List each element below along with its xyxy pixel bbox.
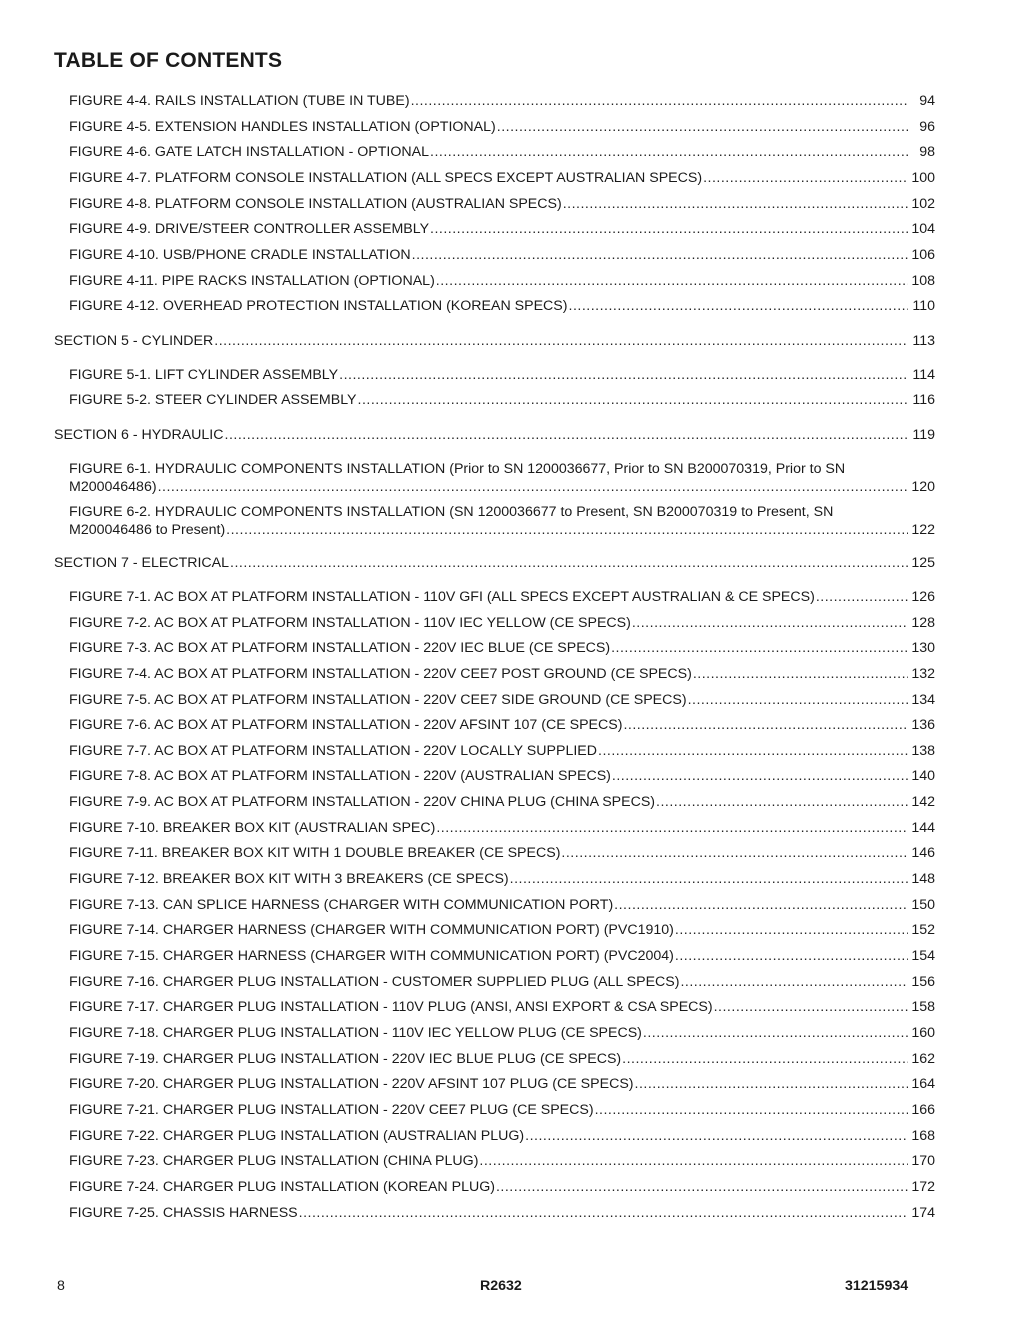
toc-entry-title: FIGURE 5-1. LIFT CYLINDER ASSEMBLY [69, 367, 339, 383]
toc-figure-entry[interactable] [69, 92, 935, 110]
toc-entry-page: 160 [911, 1025, 935, 1041]
toc-entry-page: 125 [911, 555, 935, 571]
toc-figure-entry[interactable] [69, 1127, 935, 1145]
page-title: TABLE OF CONTENTS [54, 49, 283, 72]
toc-entry-page: 122 [911, 522, 935, 538]
toc-figure-entry[interactable] [69, 870, 935, 888]
toc-entry-page: 138 [911, 743, 935, 759]
toc-entry-page: 100 [911, 170, 935, 186]
dot-leader [656, 793, 908, 811]
toc-entry-page: 113 [912, 333, 935, 349]
dot-leader [436, 819, 908, 837]
toc-figure-entry[interactable] [69, 665, 935, 683]
toc-entry-title: FIGURE 7-18. CHARGER PLUG INSTALLATION - 110V IEC YELLOW PLUG (CE SPECS) [69, 1025, 642, 1041]
toc-entry-page: 106 [911, 247, 935, 263]
toc-figure-entry[interactable] [69, 118, 935, 136]
dot-leader [479, 1152, 908, 1170]
toc-entry-title: FIGURE 4-10. USB/PHONE CRADLE INSTALLATION [69, 247, 411, 263]
toc-entry-title: FIGURE 7-12. BREAKER BOX KIT WITH 3 BREAKERS (CE SPECS) [69, 871, 509, 887]
dot-leader [436, 272, 908, 290]
toc-entry-title: FIGURE 7-17. CHARGER PLUG INSTALLATION - 110V PLUG (ANSI, ANSI EXPORT & CSA SPECS) [69, 999, 713, 1015]
toc-entry-title: FIGURE 4-4. RAILS INSTALLATION (TUBE IN TUBE) [69, 93, 410, 109]
dot-leader [525, 1127, 908, 1145]
toc-entry-page: 162 [911, 1051, 935, 1067]
toc-entry-title: FIGURE 4-9. DRIVE/STEER CONTROLLER ASSEMBLY [69, 221, 430, 237]
footer-doc-number: 31215934 [845, 1278, 909, 1294]
toc-entry-page: 96 [919, 119, 935, 135]
toc-entry-page: 116 [912, 392, 935, 408]
toc-entry-title: FIGURE 7-1. AC BOX AT PLATFORM INSTALLATION - 110V GFI (ALL SPECS EXCEPT AUSTRALIAN & CE SPECS) [69, 589, 815, 605]
toc-entry-page: 170 [911, 1153, 935, 1169]
toc-entry-title: FIGURE 5-2. STEER CYLINDER ASSEMBLY [69, 392, 357, 408]
toc-entry-title: FIGURE 7-19. CHARGER PLUG INSTALLATION - 220V IEC BLUE PLUG (CE SPECS) [69, 1051, 622, 1067]
dot-leader [510, 870, 908, 888]
toc-figure-entry[interactable] [69, 1075, 935, 1093]
dot-leader [612, 767, 908, 785]
toc-entry-title: FIGURE 7-9. AC BOX AT PLATFORM INSTALLATION - 220V CHINA PLUG (CHINA SPECS) [69, 794, 656, 810]
toc-entry-page: 168 [911, 1128, 935, 1144]
toc-entry-title: FIGURE 7-22. CHARGER PLUG INSTALLATION (AUSTRALIAN PLUG) [69, 1128, 525, 1144]
dot-leader [226, 521, 908, 539]
toc-entry-title: FIGURE 7-5. AC BOX AT PLATFORM INSTALLATION - 220V CEE7 SIDE GROUND (CE SPECS) [69, 692, 687, 708]
toc-entry-title: SECTION 6 - HYDRAULIC [54, 427, 224, 443]
dot-leader [693, 665, 908, 683]
toc-entry-page: 152 [911, 922, 935, 938]
toc-entry-title: FIGURE 7-21. CHARGER PLUG INSTALLATION - 220V CEE7 PLUG (CE SPECS) [69, 1102, 594, 1118]
toc-entry-title: FIGURE 4-11. PIPE RACKS INSTALLATION (OPTIONAL) [69, 273, 435, 289]
toc-entry-title: FIGURE 7-6. AC BOX AT PLATFORM INSTALLATION - 220V AFSINT 107 (CE SPECS) [69, 717, 623, 733]
dot-leader [158, 478, 908, 496]
dot-leader [622, 1050, 908, 1068]
toc-figure-entry[interactable] [69, 716, 935, 734]
toc-entry-title: FIGURE 7-11. BREAKER BOX KIT WITH 1 DOUBLE BREAKER (CE SPECS) [69, 845, 561, 861]
dot-leader [623, 716, 908, 734]
toc-entry-page: 98 [919, 144, 935, 160]
toc-entry-page: 144 [911, 820, 935, 836]
toc-entry-title: FIGURE 4-8. PLATFORM CONSOLE INSTALLATION (AUSTRALIAN SPECS) [69, 196, 562, 212]
dot-leader [411, 92, 908, 110]
toc-entry-page: 136 [911, 717, 935, 733]
toc-section-entry[interactable] [54, 332, 935, 350]
toc-figure-entry[interactable] [69, 1152, 935, 1170]
toc-figure-entry[interactable] [69, 1204, 935, 1222]
toc-entry-title: FIGURE 7-4. AC BOX AT PLATFORM INSTALLATION - 220V CEE7 POST GROUND (CE SPECS) [69, 666, 692, 682]
dot-leader [496, 1178, 908, 1196]
toc-entry-page: 104 [911, 221, 935, 237]
dot-leader [561, 844, 908, 862]
toc-figure-entry[interactable] [69, 767, 935, 785]
toc-entry-title: FIGURE 4-7. PLATFORM CONSOLE INSTALLATION (ALL SPECS EXCEPT AUSTRALIAN SPECS) [69, 170, 703, 186]
toc-figure-entry[interactable] [69, 246, 935, 264]
dot-leader [675, 921, 908, 939]
toc-figure-entry[interactable] [69, 1050, 935, 1068]
toc-entry-title: FIGURE 7-13. CAN SPLICE HARNESS (CHARGER WITH COMMUNICATION PORT) [69, 897, 614, 913]
toc-entry-title: FIGURE 4-5. EXTENSION HANDLES INSTALLATION (OPTIONAL) [69, 119, 496, 135]
toc-entry-page: 120 [911, 479, 935, 495]
footer-model: R2632 [480, 1278, 522, 1294]
toc-entry-page: 166 [911, 1102, 935, 1118]
dot-leader [632, 614, 908, 632]
toc-section-entry[interactable] [54, 426, 935, 444]
toc-figure-entry[interactable] [69, 143, 935, 161]
toc-figure-entry[interactable] [69, 639, 935, 657]
dot-leader [643, 1024, 908, 1042]
toc-entry-page: 114 [912, 367, 935, 383]
toc-figure-entry[interactable] [69, 921, 935, 939]
toc-entry-page: 158 [911, 999, 935, 1015]
toc-entry-page: 126 [911, 589, 935, 605]
toc-figure-entry[interactable] [69, 973, 935, 991]
dot-leader [703, 169, 908, 187]
toc-figure-entry[interactable] [69, 297, 935, 315]
dot-leader [611, 639, 908, 657]
toc-figure-entry[interactable] [69, 503, 935, 539]
toc-entry-page: 150 [911, 897, 935, 913]
toc-figure-entry[interactable] [69, 742, 935, 760]
toc-figure-entry[interactable] [69, 819, 935, 837]
toc-entry-page: 102 [911, 196, 935, 212]
toc-entry-title-continued: M200046486 to Present) [69, 522, 226, 538]
dot-leader [214, 332, 908, 350]
toc-figure-entry[interactable] [69, 896, 935, 914]
toc-entry-title: FIGURE 7-15. CHARGER HARNESS (CHARGER WITH COMMUNICATION PORT) (PVC2004) [69, 948, 674, 964]
dot-leader [563, 195, 908, 213]
toc-entry-title: FIGURE 7-10. BREAKER BOX KIT (AUSTRALIAN SPEC) [69, 820, 436, 836]
toc-entry-title: FIGURE 7-2. AC BOX AT PLATFORM INSTALLATION - 110V IEC YELLOW (CE SPECS) [69, 615, 631, 631]
dot-leader [339, 366, 908, 384]
toc-entry-title: FIGURE 7-25. CHASSIS HARNESS [69, 1205, 298, 1221]
toc-entry-page: 164 [911, 1076, 935, 1092]
dot-leader [675, 947, 908, 965]
toc-entry-page: 146 [911, 845, 935, 861]
toc-entry-page: 140 [911, 768, 935, 784]
toc-entry-title: FIGURE 6-2. HYDRAULIC COMPONENTS INSTALLATION (SN 1200036677 to Present, SN B200070319 to Present, SN [69, 504, 834, 520]
toc-entry-page: 148 [911, 871, 935, 887]
dot-leader [714, 998, 908, 1016]
toc-figure-entry[interactable] [69, 947, 935, 965]
dot-leader [680, 973, 908, 991]
toc-figure-entry[interactable] [69, 998, 935, 1016]
toc-entry-title: FIGURE 4-12. OVERHEAD PROTECTION INSTALLATION (KOREAN SPECS) [69, 298, 568, 314]
toc-entry-page: 172 [911, 1179, 935, 1195]
toc-entry-title: SECTION 5 - CYLINDER [54, 333, 214, 349]
toc-entry-page: 119 [912, 427, 935, 443]
toc-entry-page: 94 [919, 93, 935, 109]
toc-figure-entry[interactable] [69, 691, 935, 709]
toc-entry-title: FIGURE 7-7. AC BOX AT PLATFORM INSTALLATION - 220V LOCALLY SUPPLIED [69, 743, 597, 759]
footer-page-number: 8 [57, 1278, 65, 1294]
toc-figure-entry[interactable] [69, 366, 935, 384]
toc-figure-entry[interactable] [69, 844, 935, 862]
toc-entry-page: 128 [911, 615, 935, 631]
dot-leader [816, 588, 908, 606]
toc-entry-page: 142 [911, 794, 935, 810]
toc-figure-entry[interactable] [69, 391, 935, 409]
toc-figure-entry[interactable] [69, 614, 935, 632]
dot-leader [230, 554, 908, 572]
toc-section-entry[interactable] [54, 554, 935, 572]
toc-figure-entry[interactable] [69, 272, 935, 290]
dot-leader [497, 118, 908, 136]
toc-entry-page: 110 [912, 298, 935, 314]
dot-leader [430, 143, 908, 161]
dot-leader [635, 1075, 908, 1093]
toc-entry-title: FIGURE 7-3. AC BOX AT PLATFORM INSTALLATION - 220V IEC BLUE (CE SPECS) [69, 640, 611, 656]
toc-entry-title: FIGURE 7-24. CHARGER PLUG INSTALLATION (KOREAN PLUG) [69, 1179, 495, 1195]
toc-entry-title: SECTION 7 - ELECTRICAL [54, 555, 230, 571]
dot-leader [598, 742, 908, 760]
toc-figure-entry[interactable] [69, 588, 935, 606]
toc-figure-entry[interactable] [69, 1178, 935, 1196]
dot-leader [299, 1204, 908, 1222]
toc-entry-page: 130 [911, 640, 935, 656]
dot-leader [358, 391, 908, 409]
toc-figure-entry[interactable] [69, 220, 935, 238]
toc-entry-page: 108 [911, 273, 935, 289]
toc-entry-title: FIGURE 7-20. CHARGER PLUG INSTALLATION - 220V AFSINT 107 PLUG (CE SPECS) [69, 1076, 634, 1092]
toc-figure-entry[interactable] [69, 195, 935, 213]
toc-figure-entry[interactable] [69, 169, 935, 187]
toc-figure-entry[interactable] [69, 460, 935, 496]
toc-entry-page: 156 [911, 974, 935, 990]
toc-entry-page: 174 [911, 1205, 935, 1221]
toc-entry-title: FIGURE 4-6. GATE LATCH INSTALLATION - OPTIONAL [69, 144, 429, 160]
dot-leader [225, 426, 909, 444]
toc-figure-entry[interactable] [69, 1024, 935, 1042]
dot-leader [569, 297, 909, 315]
toc-entry-title: FIGURE 7-14. CHARGER HARNESS (CHARGER WITH COMMUNICATION PORT) (PVC1910) [69, 922, 674, 938]
toc-entry-page: 154 [911, 948, 935, 964]
dot-leader [430, 220, 908, 238]
toc-entry-page: 132 [911, 666, 935, 682]
toc-entry-title: FIGURE 7-23. CHARGER PLUG INSTALLATION (CHINA PLUG) [69, 1153, 479, 1169]
toc-entry-title-continued: M200046486) [69, 479, 157, 495]
dot-leader [688, 691, 908, 709]
toc-figure-entry[interactable] [69, 793, 935, 811]
toc-entry-page: 134 [911, 692, 935, 708]
dot-leader [595, 1101, 908, 1119]
toc-entry-title: FIGURE 7-16. CHARGER PLUG INSTALLATION - CUSTOMER SUPPLIED PLUG (ALL SPECS) [69, 974, 680, 990]
toc-figure-entry[interactable] [69, 1101, 935, 1119]
dot-leader [412, 246, 908, 264]
dot-leader [614, 896, 908, 914]
toc-entry-title: FIGURE 7-8. AC BOX AT PLATFORM INSTALLATION - 220V (AUSTRALIAN SPECS) [69, 768, 611, 784]
toc-entry-title: FIGURE 6-1. HYDRAULIC COMPONENTS INSTALLATION (Prior to SN 1200036677, Prior to SN B200070319, Prior to SN [69, 461, 846, 477]
